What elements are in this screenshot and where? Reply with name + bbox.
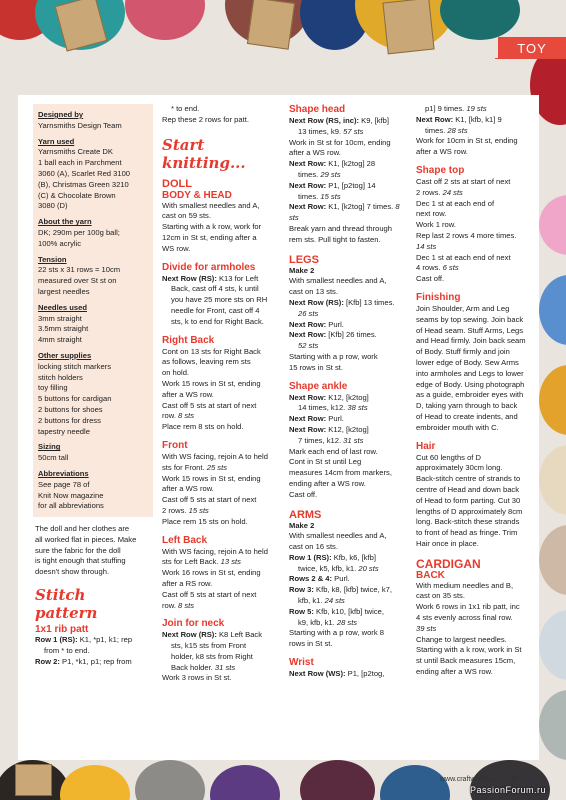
row-label: Next Row: bbox=[289, 392, 327, 402]
row-text: times. bbox=[298, 169, 319, 179]
column-4 bbox=[416, 104, 532, 678]
info-heading: Needles used bbox=[38, 302, 87, 312]
row-label: Next Row (RS): bbox=[162, 630, 217, 640]
text-line: Place rem 15 sts on hold. bbox=[162, 516, 248, 526]
row-text: Back, cast off 4 sts, k until bbox=[171, 284, 259, 294]
info-heading: Sizing bbox=[38, 442, 61, 452]
front-heading: Front bbox=[162, 439, 188, 451]
section-tab: TOY bbox=[498, 37, 566, 59]
text-line: With smallest needles and A, bbox=[289, 276, 387, 286]
info-line: 3mm straight bbox=[38, 313, 82, 323]
text-line: of Head to form parting. Cut 30 bbox=[416, 495, 521, 505]
row-label: Row 3: bbox=[289, 585, 314, 595]
body-text bbox=[162, 201, 280, 255]
text-line: With medium needles and B, bbox=[416, 580, 514, 590]
info-line: measured over St st on bbox=[38, 276, 117, 286]
info-line: 3.5mm straight bbox=[38, 324, 89, 334]
text-line: of Head seam. Stuff Arms, Legs bbox=[416, 325, 524, 335]
row-text: holder, k8 sts from Right bbox=[171, 651, 253, 661]
page-footer bbox=[440, 773, 517, 784]
info-heading: Tension bbox=[38, 254, 67, 264]
stitch-count: 24 sts bbox=[322, 596, 345, 606]
doll-heading: DOLL bbox=[162, 177, 192, 190]
row-text: K1, [k2tog] 7 times. bbox=[326, 202, 394, 212]
row-label: Next Row: bbox=[289, 319, 327, 329]
stitch-count: 57 sts bbox=[341, 126, 364, 136]
row-text: Purl. bbox=[326, 414, 344, 424]
text-line: 2 rows. bbox=[416, 187, 441, 197]
text-line: Rep last 2 rows 4 more times. bbox=[416, 230, 517, 240]
row-text: K12, [k2tog] bbox=[326, 392, 369, 402]
text-line: after a WS row. bbox=[289, 148, 341, 158]
hair-heading: Hair bbox=[416, 440, 436, 452]
text-line: of Body. Stuff firmly and join bbox=[416, 347, 510, 357]
row-text: sts, k15 sts from Front bbox=[171, 641, 247, 651]
text-line: Cast off 5 sts at start of next bbox=[162, 495, 257, 505]
row-label: Next Row: bbox=[289, 180, 327, 190]
text-line: With WS facing, rejoin A to held bbox=[162, 546, 268, 556]
row-text: needle for Front, cast off 4 bbox=[171, 305, 260, 315]
row-label: Row 1 (RS): bbox=[289, 552, 332, 562]
intro-line: sure the fabric for the doll bbox=[35, 545, 121, 555]
info-line: 3060 (A), Scarlet Red 3100 bbox=[38, 168, 131, 178]
intro-line: all worked flat in pieces. Make bbox=[35, 534, 137, 544]
text-line: 4 sts evenly across final row. bbox=[416, 613, 513, 623]
text-line: Dec 1 st at each end of bbox=[416, 198, 495, 208]
stitch-count: 31 sts bbox=[341, 435, 364, 445]
text-line: row. bbox=[162, 600, 176, 610]
shape-head-heading: Shape head bbox=[289, 104, 346, 115]
row-label: Next Row (RS): bbox=[162, 273, 217, 283]
row-text: [Kfb] 13 times. bbox=[343, 297, 395, 307]
stitch-count: 28 sts bbox=[334, 617, 358, 627]
text-line: sts for Left Back. bbox=[162, 557, 219, 567]
text-line: Cont on 13 sts for Right Back bbox=[162, 346, 261, 356]
stitch-count: 38 sts bbox=[345, 403, 368, 413]
info-line: Knit Now magazine bbox=[38, 490, 104, 500]
body-head-heading: BODY & HEAD bbox=[162, 189, 232, 201]
body-text bbox=[162, 347, 280, 412]
shape-top-heading: Shape top bbox=[416, 164, 465, 176]
text-line: after a RS row. bbox=[162, 578, 213, 588]
text-line: With WS facing, rejoin A to held bbox=[162, 451, 268, 461]
row-label: Next Row: bbox=[289, 202, 327, 212]
column-2 bbox=[162, 104, 280, 684]
info-line: 5 buttons for cardigan bbox=[38, 394, 112, 404]
intro-line: is tight enough that stuffing bbox=[35, 556, 126, 566]
text-line: Rep these 2 rows for patt. bbox=[162, 114, 249, 124]
row-label: Row 2: bbox=[35, 656, 60, 666]
row-text: Kfb, k10, [kfb] twice, bbox=[313, 606, 384, 616]
text-line: Place rem 8 sts on hold. bbox=[162, 422, 244, 432]
row-label: Row 5: bbox=[289, 606, 314, 616]
row-text: Purl. bbox=[326, 319, 344, 329]
text-line: Cast off. bbox=[289, 489, 318, 499]
row-label: Next Row (RS, inc): bbox=[289, 116, 360, 125]
text-line: Work 16 rows in St st, ending bbox=[162, 568, 261, 578]
body-text bbox=[416, 304, 532, 434]
text-line: With smallest needles and A, bbox=[289, 531, 387, 541]
body-text bbox=[162, 474, 280, 506]
text-line: next row. bbox=[416, 209, 447, 219]
row-text: kfb, k1. bbox=[298, 596, 323, 606]
text-line: Work 15 rows in St st, ending bbox=[162, 473, 261, 483]
stitch-count: 8 sts bbox=[175, 600, 195, 610]
body-text bbox=[162, 568, 280, 600]
text-line: D, taking yarn through to back bbox=[416, 401, 518, 411]
finishing-heading: Finishing bbox=[416, 291, 461, 303]
row-label: Next Row (RS): bbox=[289, 297, 344, 307]
body-text bbox=[289, 224, 407, 246]
text-line: 12cm in St st, ending after a bbox=[162, 232, 257, 242]
row-text: you have 25 more sts on RH bbox=[171, 295, 268, 305]
text-line: Work 6 rows in 1x1 rib patt, inc bbox=[416, 602, 520, 612]
row-text: Purl. bbox=[332, 574, 350, 584]
legs-heading: LEGS bbox=[289, 253, 319, 266]
text-line: Starting with a k row, work in St bbox=[416, 645, 522, 655]
text-line: cast on 13 sts. bbox=[289, 287, 338, 297]
join-neck-heading: Join for neck bbox=[162, 618, 225, 630]
text-line: rem sts. Pull tight to fasten. bbox=[289, 234, 381, 244]
text-line: edge of Body. Using photograph bbox=[416, 379, 525, 389]
text-line: after a WS row. bbox=[416, 147, 468, 157]
stitch-count: 28 sts bbox=[445, 125, 468, 135]
text-line: Starting with a k row, work for bbox=[162, 222, 262, 232]
wrist-heading: Wrist bbox=[289, 657, 314, 669]
row-text: K8 Left Back bbox=[216, 630, 263, 640]
info-line: 100% acrylic bbox=[38, 238, 82, 248]
info-heading: Designed by bbox=[38, 110, 84, 119]
yarn-photo-right bbox=[539, 95, 566, 760]
text-line: Break yarn and thread through bbox=[289, 223, 393, 233]
info-line: Yarnsmiths Create DK bbox=[38, 147, 113, 157]
stitch-count: 39 sts bbox=[416, 623, 437, 633]
text-line: Cast off 5 sts at start of next bbox=[162, 400, 257, 410]
info-line: Yarnsmiths Design Team bbox=[38, 120, 122, 130]
shape-ankle-heading: Shape ankle bbox=[289, 380, 348, 392]
pattern-info-box bbox=[33, 104, 153, 517]
row-label: Next Row: bbox=[289, 414, 327, 424]
row-text: Kfb, k8, [kfb] twice, k7, bbox=[313, 585, 392, 595]
text-line: Starting with a p row, work bbox=[289, 351, 378, 361]
text-line: as a guide, embroider eyes with bbox=[416, 390, 524, 400]
stitch-count: 6 sts bbox=[440, 263, 459, 273]
info-line: largest needles bbox=[38, 286, 90, 296]
make-count: Make 2 bbox=[289, 520, 315, 530]
stitch-count: 25 sts bbox=[204, 462, 227, 472]
text-line: into armholes and Legs to lower bbox=[416, 368, 524, 378]
row-text: K1, [kfb, k1] 9 bbox=[453, 114, 502, 124]
row-text: 13 times, k9. bbox=[298, 126, 342, 136]
page-number: 29 bbox=[506, 773, 518, 784]
text-line: after a WS row. bbox=[162, 389, 214, 399]
text-line: of Head to create indents, and bbox=[416, 411, 518, 421]
text-line: Work 15 rows in St st, ending bbox=[162, 378, 261, 388]
stitch-count: 15 sts bbox=[318, 191, 341, 201]
row-text: sts, k to end for Right Back. bbox=[171, 316, 264, 326]
text-line: Mark each end of last row. bbox=[289, 446, 378, 456]
stitch-count: 24 sts bbox=[440, 187, 463, 197]
stitch-count: 8 sts bbox=[175, 411, 195, 421]
row-text: P1, *k1, p1; rep from bbox=[59, 656, 132, 666]
text-line: With smallest needles and A, bbox=[162, 200, 260, 210]
info-line: (B), Christmas Green 3210 bbox=[38, 179, 129, 189]
text-line: Starting with a p row, work 8 bbox=[289, 628, 384, 638]
rib-heading: 1x1 rib patt bbox=[35, 624, 89, 636]
info-line: stitch holders bbox=[38, 372, 83, 382]
text-line: ending after a WS row. bbox=[416, 667, 493, 677]
text-line: * to end. bbox=[171, 104, 200, 113]
stitch-count: 26 sts bbox=[298, 308, 319, 318]
text-line: cast on 16 sts. bbox=[289, 542, 338, 552]
text-line: WS row. bbox=[162, 243, 191, 253]
arms-heading: ARMS bbox=[289, 508, 322, 521]
cardigan-heading: CARDIGAN bbox=[416, 556, 481, 571]
text-line: cast on 59 sts. bbox=[162, 211, 211, 221]
divide-armholes-heading: Divide for armholes bbox=[162, 261, 256, 273]
text-line: approximately 30cm long. bbox=[416, 463, 503, 473]
watermark: PassionForum.ru bbox=[470, 785, 547, 795]
text-line: Join Shoulder, Arm and Leg bbox=[416, 303, 510, 313]
yarn-photo-top bbox=[0, 0, 566, 95]
text-line: and Head firmly. Join back seam bbox=[416, 336, 526, 346]
text-line: row. bbox=[162, 411, 176, 421]
intro-line: doesn't show through. bbox=[35, 567, 110, 577]
info-line: locking stitch markers bbox=[38, 361, 112, 371]
text-line: 2 rows. bbox=[162, 505, 187, 515]
text-line: Dec 1 st at each end of next bbox=[416, 252, 511, 262]
info-line: See page 78 of bbox=[38, 479, 90, 489]
back-heading: BACK bbox=[416, 569, 445, 581]
stitch-count: 52 sts bbox=[298, 341, 319, 351]
row-text: 7 times, k12. bbox=[298, 435, 342, 445]
row-text: P1, [p2tog, bbox=[345, 669, 385, 679]
text-line: on hold. bbox=[162, 368, 190, 378]
body-text bbox=[289, 628, 407, 650]
row-text: P1, [p2tog] 14 bbox=[326, 180, 376, 190]
stitch-count: 15 sts bbox=[186, 505, 209, 515]
column-3 bbox=[289, 104, 407, 680]
row-text: k9, kfb, k1. bbox=[298, 617, 335, 627]
row-text: [Kfb] 26 times. bbox=[326, 330, 377, 340]
text-line: Change to largest needles. bbox=[416, 634, 507, 644]
text-line: Work 3 rows in St st. bbox=[162, 673, 232, 683]
row-text: Back holder. bbox=[171, 662, 213, 672]
text-line: rows in St st. bbox=[289, 639, 333, 649]
body-text bbox=[416, 199, 532, 242]
body-text bbox=[416, 581, 532, 624]
stitch-count: 29 sts bbox=[318, 169, 341, 179]
text-line: embroider mouth with C. bbox=[416, 422, 499, 432]
stitch-count: 20 sts bbox=[356, 563, 379, 573]
info-line: for all abbreviations bbox=[38, 501, 104, 511]
body-text bbox=[289, 352, 407, 374]
info-line: 3080 (D) bbox=[38, 201, 68, 211]
text-line: seams by top sewing. Join back bbox=[416, 314, 524, 324]
text-line: sts for Front. bbox=[162, 462, 205, 472]
text-line: cast on 35 sts. bbox=[416, 591, 465, 601]
row-label: Next Row: bbox=[416, 114, 454, 124]
left-back-heading: Left Back bbox=[162, 534, 208, 546]
body-text bbox=[416, 136, 532, 158]
info-line: 22 sts x 31 rows = 10cm bbox=[38, 265, 121, 275]
row-label: Next Row (WS): bbox=[289, 669, 346, 679]
text-line: Work 1 row. bbox=[416, 220, 456, 230]
body-text bbox=[289, 447, 407, 501]
body-text bbox=[289, 276, 407, 298]
right-back-heading: Right Back bbox=[162, 334, 215, 346]
info-line: 50cm tall bbox=[38, 453, 69, 463]
row-text: times. bbox=[298, 191, 319, 201]
body-text bbox=[289, 531, 407, 553]
row-label: Next Row: bbox=[289, 159, 327, 169]
make-count: Make 2 bbox=[289, 265, 315, 275]
row-label: Next Row: bbox=[289, 330, 327, 340]
row-text: Kfb, k6, [kfb] bbox=[331, 552, 376, 562]
stitch-count: 31 sts bbox=[212, 662, 236, 672]
row-text: K13 for Left bbox=[216, 273, 259, 283]
text-line: lengths of D approximately 8cm bbox=[416, 506, 523, 516]
text-line: after a WS row. bbox=[162, 484, 214, 494]
info-heading: Abbreviations bbox=[38, 468, 89, 478]
text-line: 4 rows. bbox=[416, 263, 441, 273]
text-line: Work in St st for 10cm, ending bbox=[289, 137, 391, 147]
info-line: 1 ball each in Parchment bbox=[38, 158, 122, 168]
row-label: Rows 2 & 4: bbox=[289, 574, 333, 584]
info-line: 4mm straight bbox=[38, 335, 82, 345]
row-text: p1] 9 times. bbox=[425, 104, 465, 113]
text-line: 15 rows in St st. bbox=[289, 362, 344, 372]
section-tab-rule bbox=[495, 58, 566, 59]
intro-line: The doll and her clothes are bbox=[35, 524, 130, 534]
info-line: DK; 290m per 100g ball; bbox=[38, 227, 120, 237]
text-line: lower edge of Body. Sew Arms bbox=[416, 357, 519, 367]
info-line: (C) & Chocolate Brown bbox=[38, 190, 116, 200]
text-line: Cast off 2 sts at start of next bbox=[416, 176, 511, 186]
row-label: Row 1 (RS): bbox=[35, 635, 78, 645]
body-text bbox=[416, 635, 532, 678]
body-text bbox=[289, 138, 407, 160]
text-line: Cut 60 lengths of D bbox=[416, 452, 482, 462]
text-line: centre of Head and down back bbox=[416, 484, 520, 494]
row-text: times. bbox=[425, 125, 446, 135]
body-text bbox=[416, 453, 532, 550]
text-line: Back-stitch centre of strands to bbox=[416, 474, 521, 484]
intro-text bbox=[35, 524, 153, 578]
column-1 bbox=[35, 104, 153, 667]
text-line: st until Back measures 15cm, bbox=[416, 656, 516, 666]
info-heading: Yarn used bbox=[38, 136, 75, 146]
info-heading: Other supplies bbox=[38, 350, 92, 360]
info-line: 2 buttons for shoes bbox=[38, 404, 103, 414]
text-line: measures 14cm from markers, bbox=[289, 468, 392, 478]
info-line: toy filling bbox=[38, 383, 68, 393]
text-line: ending after a WS row. bbox=[289, 478, 366, 488]
text-line: as follows, leaving rem sts bbox=[162, 357, 251, 367]
stitch-count: 13 sts bbox=[218, 557, 241, 567]
stitch-count: 8 sts bbox=[289, 202, 400, 223]
text-line: Hair once in place. bbox=[416, 538, 479, 548]
stitch-count: 19 sts bbox=[464, 104, 487, 113]
info-heading: About the yarn bbox=[38, 217, 92, 227]
row-text: 14 times, k12. bbox=[298, 403, 346, 413]
row-text: K9, [kfb] bbox=[359, 116, 390, 125]
row-text: K1, [k2tog] 28 bbox=[326, 159, 376, 169]
row-text: K12, [k2tog] bbox=[326, 424, 369, 434]
text-line: Work for 10cm in St st, ending bbox=[416, 136, 518, 146]
info-line: tapestry needle bbox=[38, 426, 90, 436]
text-line: to front of head as fringe. Trim bbox=[416, 528, 518, 538]
start-knitting-heading: Start knitting... bbox=[162, 135, 246, 172]
stitch-count: 14 sts bbox=[416, 241, 437, 251]
info-line: 2 buttons for dress bbox=[38, 415, 101, 425]
text-line: Cont in St st until Leg bbox=[289, 457, 362, 467]
text-line: long. Back-stitch these strands bbox=[416, 517, 520, 527]
row-text: K1, *p1, k1; rep bbox=[77, 635, 133, 645]
site-url: www.craftworld.com bbox=[440, 776, 503, 783]
row-label: Next Row: bbox=[289, 424, 327, 434]
text-line: Cast off 5 sts at start of next bbox=[162, 589, 257, 599]
row-text: from * to end. bbox=[44, 645, 90, 655]
row-text: twice, k5, kfb, k1. bbox=[298, 563, 357, 573]
text-line: Cast off. bbox=[416, 274, 445, 284]
stitch-pattern-heading: Stitch pattern bbox=[35, 586, 98, 623]
